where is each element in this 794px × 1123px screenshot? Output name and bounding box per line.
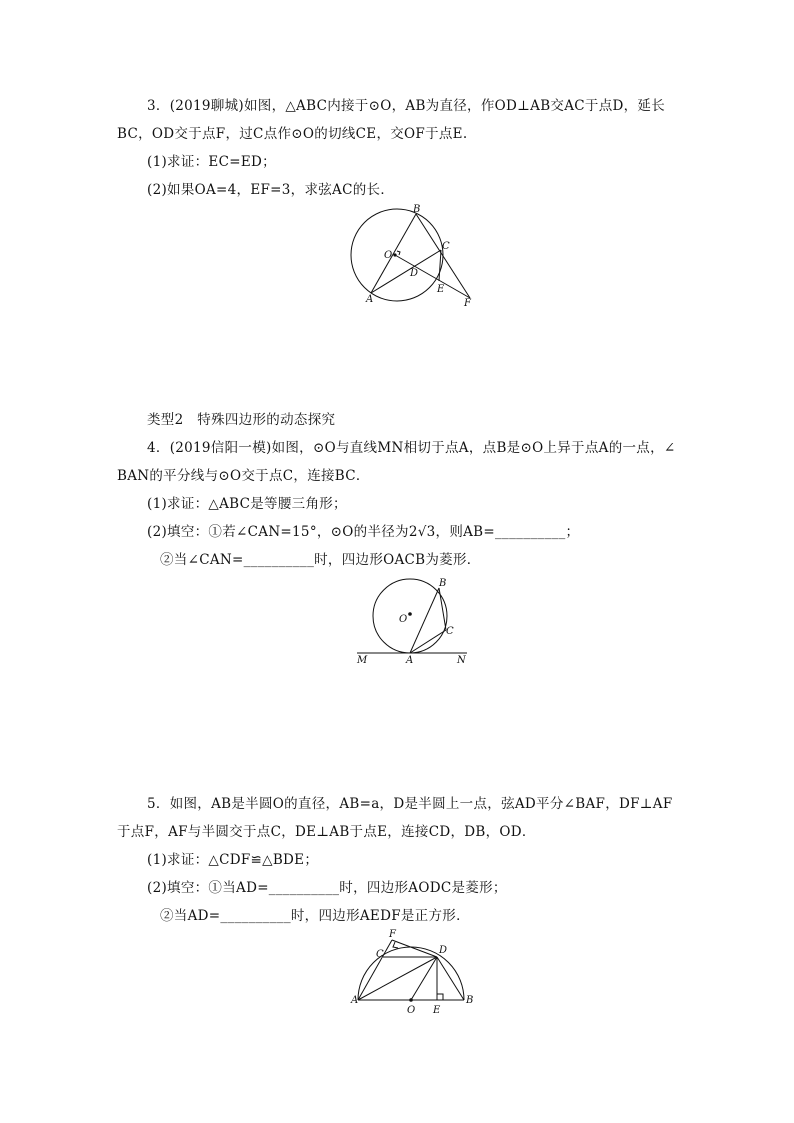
q5-part-2: (2)填空：①当AD=__________时，四边形AODC是菱形； [147,880,507,896]
q5-label-a: A [351,995,359,1006]
q5-right-angle-f [393,942,398,948]
section-heading-type-2: 类型2 特殊四边形的动态探究 [147,412,336,428]
q4-center-dot [408,612,412,616]
q4-chord-bc [439,588,446,630]
q5-part-1: (1)求证：△CDF≌△BDE； [147,852,319,868]
q4-part-3: ②当∠CAN=__________时，四边形OACB为菱形． [160,552,481,568]
q5-figure [345,925,480,1020]
q3-line-of [395,255,470,298]
q4-part-1: (1)求证：△ABC是等腰三角形； [147,496,347,512]
q4-part-2: (2)填空：①若∠CAN=15°，⊙O的半径为2√3，则AB=__________； [147,524,580,540]
q5-label-d: D [439,945,448,956]
q3-label-b: B [413,204,421,215]
q5-label-e: E [433,1005,441,1016]
q5-label-o: O [407,1005,416,1016]
q3-part-2: (2)如果OA=4，EF=3，求弦AC的长． [147,182,395,198]
q4-circle [373,579,447,653]
q3-label-e: E [437,284,445,295]
q3-label-a: A [366,294,374,305]
q5-stem-line-2: 于点F，AF与半圆交于点C，DE⊥AB于点E，连接CD，DB，OD． [117,824,536,840]
q5-part-3: ②当AD=__________时，四边形AEDF是正方形． [160,908,470,924]
q3-part-1: (1)求证：EC=ED； [147,154,276,170]
q3-label-o: O [384,250,393,261]
q5-label-b: B [466,995,474,1006]
q4-label-b: B [439,578,447,589]
q3-label-c: C [442,241,450,252]
q3-label-d: D [410,268,419,279]
q5-semicircle [358,947,464,1000]
q3-center-dot [393,253,396,256]
q5-right-angle-e [437,994,443,1000]
q3-right-angle-mark [397,251,400,255]
q5-radius-od [411,957,437,1000]
q3-diameter-ab [371,214,419,293]
q5-center-dot [409,998,413,1002]
q4-stem-line-2: BAN的平分线与⊙O交于点C，连接BC． [117,468,370,484]
q4-label-n: N [457,655,466,666]
q4-label-m: M [357,655,368,666]
q3-tangent-ce [439,250,441,281]
q4-figure [350,575,475,667]
q4-label-a: A [406,655,414,666]
q5-label-c: C [376,949,384,960]
q4-stem-line-1: 4．(2019信阳一模)如图，⊙O与直线MN相切于点A，点B是⊙O上异于点A的一点，∠ [147,440,676,456]
q3-stem-line-2: BC，OD交于点F，过C点作⊙O的切线CE，交OF于点E. [117,126,468,142]
q5-stem-line-1: 5．如图，AB是半圆O的直径，AB=a，D是半圆上一点，弦AD平分∠BAF，DF⊥AF [147,796,673,812]
q4-label-c: C [446,626,454,637]
q3-figure [340,200,490,315]
q4-label-o: O [399,614,408,625]
q3-circle [351,209,443,301]
q5-label-f: F [389,929,396,940]
q3-stem-line-1: 3．(2019聊城)如图，△ABC内接于⊙O，AB为直径，作OD⊥AB交AC于点D，延长 [147,98,666,114]
q3-label-f: F [464,298,471,309]
